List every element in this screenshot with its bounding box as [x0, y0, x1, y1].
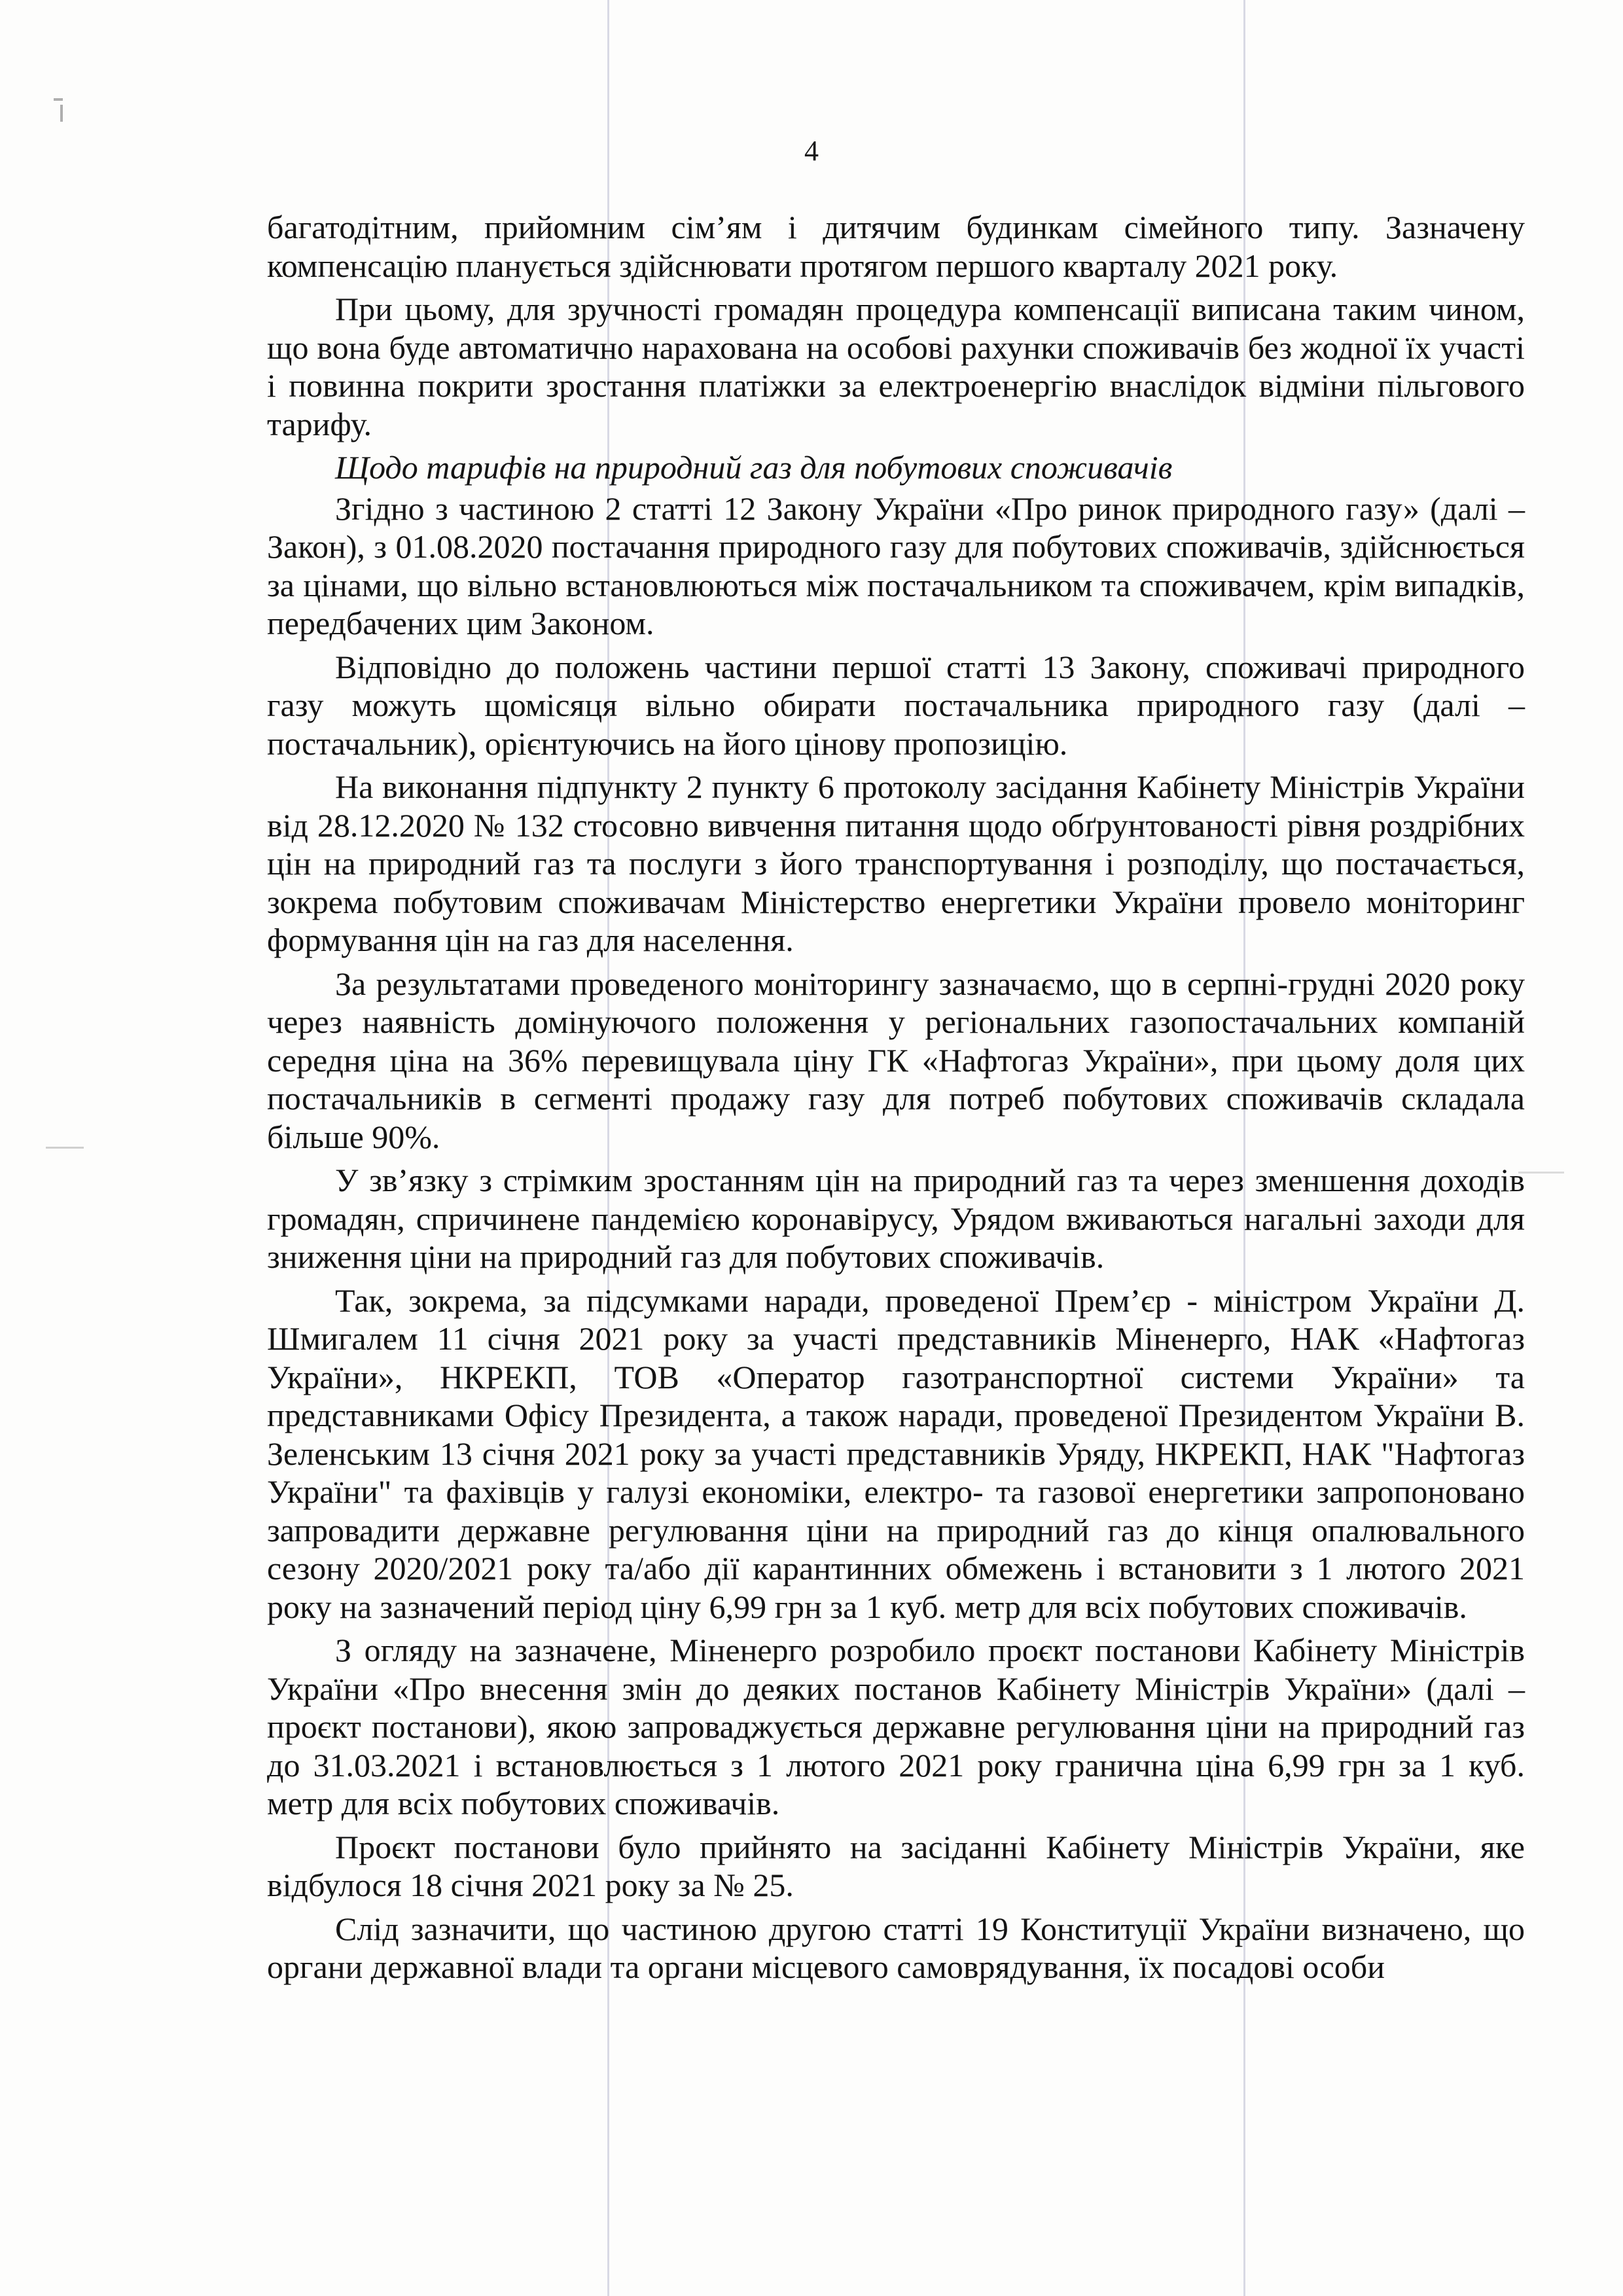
paragraph: З огляду на зазначене, Міненерго розробило проєкт постанови Кабінету Міністрів України «Про внесення змін до деяких постанов Кабінету Міністрів України» (далі – проєкт постанови), якою запроваджується державне регулювання ціни на природний газ до 31.03.2021 і встановлюється з 1 лютого 2021 року гранична ціна 6,99 грн за 1 куб. метр для всіх побутових споживачів.: [267, 1632, 1525, 1821]
section-heading: Щодо тарифів на природний газ для побутових споживачів: [335, 449, 1173, 486]
paragraph: Проєкт постанови було прийнято на засіданні Кабінету Міністрів України, яке відбулося 18 січня 2021 року за № 25.: [267, 1828, 1525, 1903]
paragraph: У зв’язку з стрімким зростанням цін на природний газ та через зменшення доходів громадян, спричинене пандемією коронавірусу, Урядом вживаються нагальні заходи для зниження ціни на природний газ для побутових споживачів.: [267, 1162, 1525, 1275]
paragraph: Слід зазначити, що частиною другою статті 19 Конституції України визначено, що органи державної влади та органи місцевого самоврядування, їх посадові особи: [267, 1910, 1525, 1985]
paragraph: Відповідно до положень частини першої статті 13 Закону, споживачі природного газу можуть щомісяця вільно обирати постачальника природного газу (далі – постачальник), орієнтуючись на його цінову пропозицію.: [267, 648, 1525, 762]
scan-speck: [1518, 1172, 1564, 1174]
paragraph: Так, зокрема, за підсумками наради, проведеної Прем’єр - міністром України Д. Шмигалем 11 січня 2021 року за участі представників Міненерго, НАК «Нафтогаз України», НКРЕКП, ТОВ «Оператор газотранспортної системи України» та представниками Офісу Президента, а також наради, проведеної Президентом України В. Зеленським 13 січня 2021 року за участі представників Уряду, НКРЕКП, НАК "Нафтогаз України" та фахівців у галузі економіки, електро- та газової енергетики запропоновано запровадити державне регулювання ціни на природний газ до кінця опалювального сезону 2020/2021 року та/або дії карантинних обмежень і встановити з 1 лютого 2021 року на зазначений період ціну 6,99 грн за 1 куб. метр для всіх побутових споживачів.: [267, 1282, 1525, 1625]
page-number: 4: [804, 135, 819, 167]
scan-speck: [54, 98, 63, 101]
paragraph: багатодітним, прийомним сім’ям і дитячим будинкам сімейного типу. Зазначену компенсацію планується здійснювати протягом першого кварталу 2021 року.: [267, 209, 1525, 284]
paragraph: За результатами проведеного моніторингу зазначаємо, що в серпні-грудні 2020 року через наявність домінуючого положення у регіональних газопостачальних компаній середня ціна на 36% перевищувала ціну ГК «Нафтогаз України», при цьому доля цих постачальників в сегменті продажу газу для потреб побутових споживачів складала більше 90%.: [267, 965, 1525, 1155]
scan-speck: [60, 105, 63, 122]
paragraph: Згідно з частиною 2 статті 12 Закону України «Про ринок природного газу» (далі – Закон), з 01.08.2020 постачання природного газу для побутових споживачів, здійснюється за цінами, що вільно встановлюються між постачальником та споживачем, крім випадків, передбачених цим Законом.: [267, 490, 1525, 641]
paragraph: На виконання підпункту 2 пункту 6 протоколу засідання Кабінету Міністрів України від 28.12.2020 № 132 стосовно вивчення питання щодо обґрунтованості рівня роздрібних цін на природний газ та послуги з його транспортування і розподілу, що постачається, зокрема побутовим споживачам Міністерство енергетики України провело моніторинг формування цін на газ для населення.: [267, 768, 1525, 958]
document-body: [267, 208, 1525, 1992]
paragraph: При цьому, для зручності громадян процедура компенсації виписана таким чином, що вона буде автоматично нарахована на особові рахунки споживачів без жодної їх участі і повинна покрити зростання платіжки за електроенергію внаслідок відміни пільгового тарифу.: [267, 291, 1525, 442]
scan-speck: [46, 1147, 84, 1149]
